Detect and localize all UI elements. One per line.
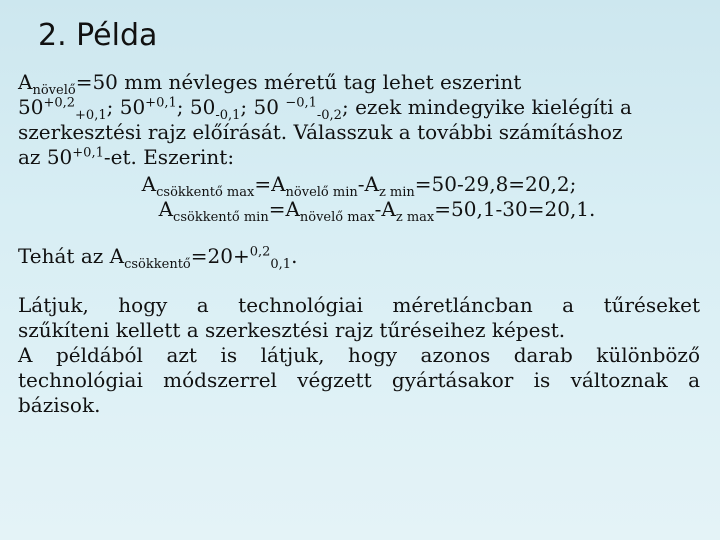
lower-tolerance: -0,1 xyxy=(215,108,241,123)
text-line-2 xyxy=(18,95,700,123)
lower-tolerance: +0,1 xyxy=(75,108,107,123)
paragraph-2 xyxy=(18,343,700,418)
value: 50 xyxy=(119,95,146,119)
symbol-a: A xyxy=(141,172,157,196)
symbol-a: =A xyxy=(268,197,300,221)
text: =20+ xyxy=(190,244,250,268)
paragraph-line: szűkíteni kellett a szerkesztési rajz tűréseihez képest. xyxy=(18,318,566,342)
separator: ; xyxy=(240,95,254,119)
text: -et. Eszerint: xyxy=(103,145,235,169)
symbol-a: -A xyxy=(357,172,379,196)
subscript: z max xyxy=(395,210,435,225)
value: 50 xyxy=(253,95,286,119)
symbol-a: =A xyxy=(254,172,286,196)
paragraph-line: technológiai módszerrel végzett gyártásakor is változnak a xyxy=(18,368,700,392)
paragraph-line: A példából azt is látjuk, hogy azonos darab különböző xyxy=(18,343,700,367)
text: az 50 xyxy=(18,145,73,169)
separator: ; xyxy=(106,95,120,119)
subscript: növelő min xyxy=(285,185,358,200)
equation-1 xyxy=(18,172,700,200)
upper-tolerance: 0,2 xyxy=(249,244,271,260)
result-line xyxy=(18,244,700,272)
value: 50 xyxy=(189,95,216,119)
equation-2 xyxy=(18,197,700,225)
equation-result: =50-29,8=20,2; xyxy=(414,172,577,196)
paragraph-line: bázisok. xyxy=(18,393,101,417)
paragraph-line: Látjuk, hogy a technológiai méretláncban a tűréseket xyxy=(18,293,700,317)
text: ; ezek mindegyike kielégíti a xyxy=(341,95,632,119)
slide-body xyxy=(18,70,700,418)
subscript: csökkentő xyxy=(124,257,191,272)
slide-title: 2. Példa xyxy=(38,18,158,53)
upper-tolerance: +0,1 xyxy=(72,145,104,161)
text: . xyxy=(291,244,298,268)
text: =50 mm névleges méretű tag lehet eszerint xyxy=(75,70,522,94)
lower-tolerance: -0,2 xyxy=(316,108,342,123)
separator: ; xyxy=(176,95,190,119)
subscript: növelő xyxy=(32,83,76,98)
subscript: csökkentő max xyxy=(156,185,255,200)
subscript: növelő max xyxy=(299,210,375,225)
upper-tolerance: −0,1 xyxy=(285,95,317,111)
symbol-a: A xyxy=(18,70,33,94)
upper-tolerance: +0,1 xyxy=(145,95,177,111)
text-line-1 xyxy=(18,70,700,98)
subscript: z min xyxy=(378,185,415,200)
symbol-a: -A xyxy=(374,197,396,221)
symbol-a: A xyxy=(158,197,174,221)
text-line-4 xyxy=(18,145,700,170)
upper-tolerance: +0,2 xyxy=(43,95,76,111)
lower-tolerance: 0,1 xyxy=(270,257,292,272)
equation-result: =50,1-30=20,1. xyxy=(434,197,596,221)
text-line-3: szerkesztési rajz előírását. Válasszuk a további számításhoz xyxy=(18,120,623,144)
text: Tehát az A xyxy=(18,244,125,268)
paragraph-1 xyxy=(18,293,700,343)
subscript: csökkentő min xyxy=(173,210,269,225)
value: 50 xyxy=(18,95,44,119)
